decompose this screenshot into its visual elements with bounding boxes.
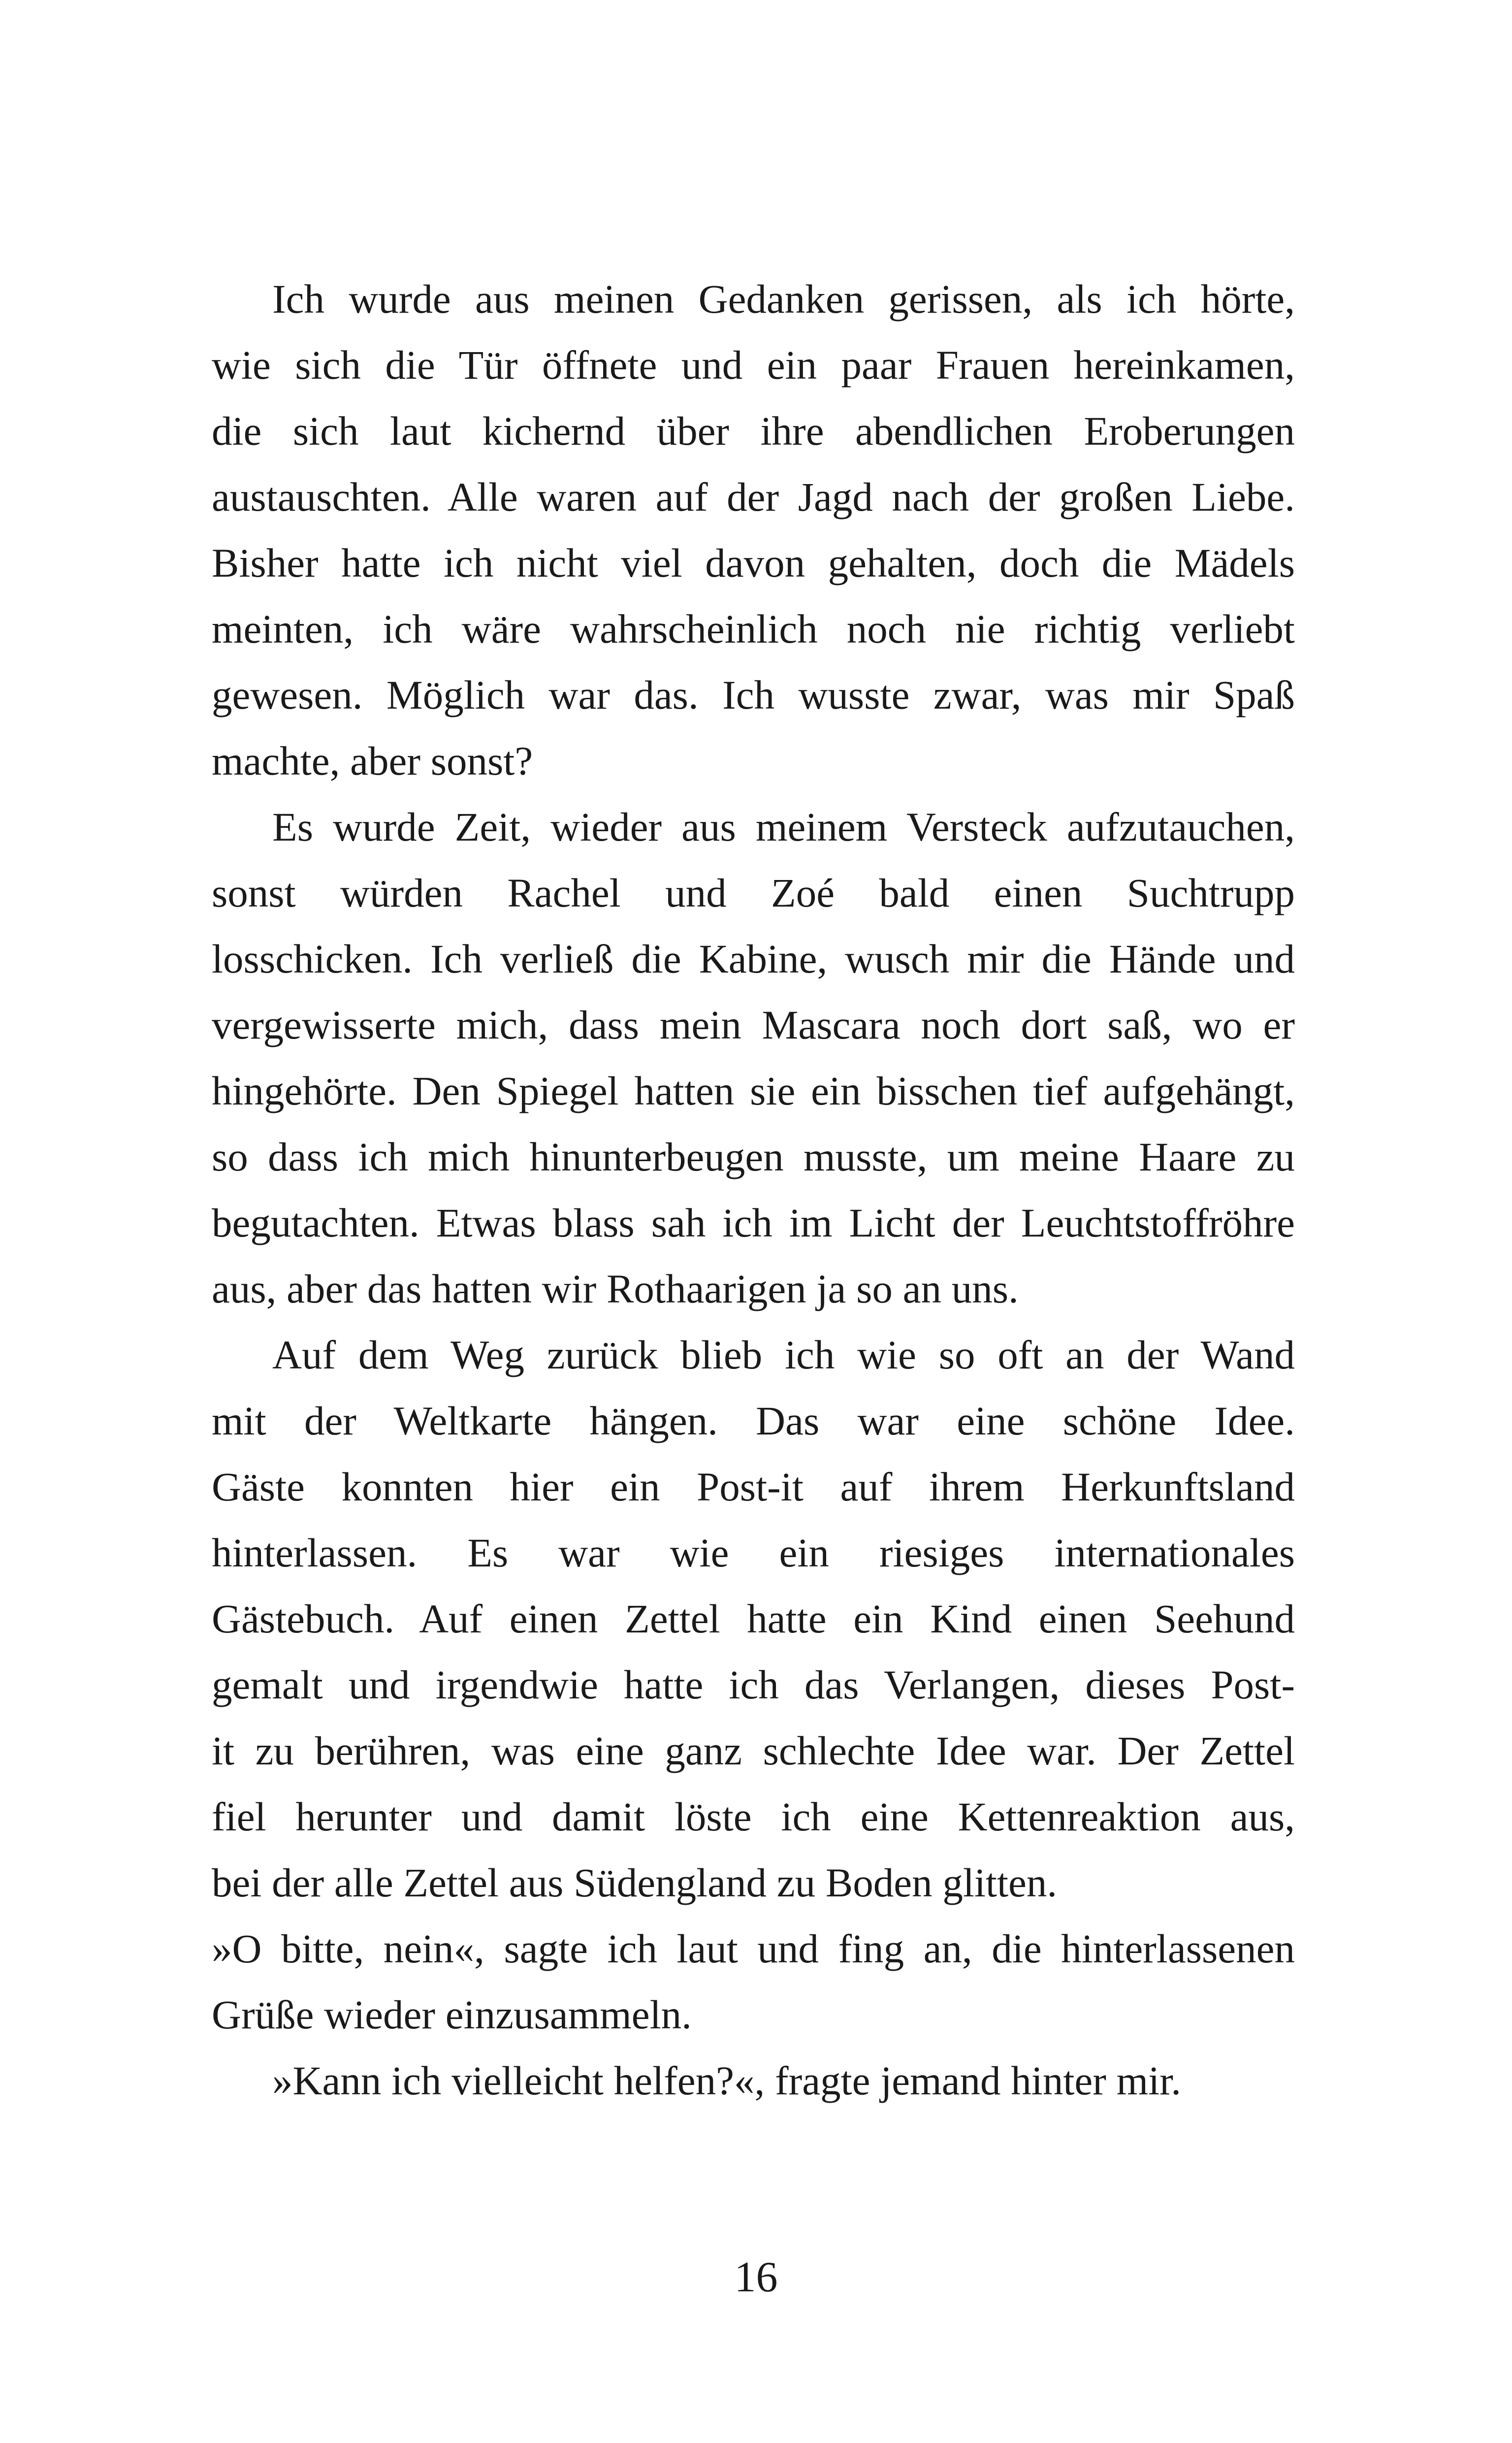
paragraph xyxy=(212,1916,1295,2048)
text-line: so dass ich mich hinunterbeugen musste, um meine Haare zu xyxy=(212,1134,1295,1179)
paragraph xyxy=(212,266,1295,794)
text-line: wie sich die Tür öffnete und ein paar Frauen hereinkamen, xyxy=(212,342,1295,388)
text-line: losschicken. Ich verließ die Kabine, wusch mir die Hände und xyxy=(212,936,1295,981)
text-line: sonst würden Rachel und Zoé bald einen Suchtrupp xyxy=(212,870,1295,915)
text-line: vergewisserte mich, dass mein Mascara noch dort saß, wo er xyxy=(212,1002,1295,1047)
text-line: meinten, ich wäre wahrscheinlich noch nie richtig verliebt xyxy=(212,606,1295,651)
paragraph xyxy=(212,2048,1295,2114)
text-line: bei der alle Zettel aus Südengland zu Boden glitten. xyxy=(212,1860,1058,1905)
body-text xyxy=(212,266,1295,2114)
text-line: aus, aber das hatten wir Rothaarigen ja so an uns. xyxy=(212,1266,1019,1311)
text-line: it zu berühren, was eine ganz schlechte Idee war. Der Zettel xyxy=(212,1728,1295,1773)
text-line: hinterlassen. Es war wie ein riesiges internationales xyxy=(212,1530,1295,1575)
text-line: fiel herunter und damit löste ich eine Kettenreaktion aus, xyxy=(212,1794,1295,1839)
text-line: begutachten. Etwas blass sah ich im Licht der Leuchtstoffröhre xyxy=(212,1200,1295,1245)
text-line: gewesen. Möglich war das. Ich wusste zwar, was mir Spaß xyxy=(212,672,1295,717)
text-line: Es wurde Zeit, wieder aus meinem Versteck aufzutauchen, xyxy=(272,804,1295,849)
text-line: Gästebuch. Auf einen Zettel hatte ein Kind einen Seehund xyxy=(212,1596,1295,1641)
paragraph xyxy=(212,794,1295,1322)
text-line: Grüße wieder einzusammeln. xyxy=(212,1992,692,2037)
text-line: Gäste konnten hier ein Post-it auf ihrem Herkunftsland xyxy=(212,1464,1295,1509)
page-number: 16 xyxy=(734,2253,778,2301)
text-line: die sich laut kichernd über ihre abendlichen Eroberungen xyxy=(212,408,1295,454)
text-line: Bisher hatte ich nicht viel davon gehalten, doch die Mädels xyxy=(212,540,1295,586)
text-line: hingehörte. Den Spiegel hatten sie ein bisschen tief aufgehängt, xyxy=(212,1068,1295,1113)
text-line: machte, aber sonst? xyxy=(212,738,533,783)
text-line: austauschten. Alle waren auf der Jagd nach der großen Liebe. xyxy=(212,474,1295,520)
text-line: Auf dem Weg zurück blieb ich wie so oft an der Wand xyxy=(272,1332,1295,1377)
text-line: mit der Weltkarte hängen. Das war eine schöne Idee. xyxy=(212,1398,1295,1443)
text-line: »O bitte, nein«, sagte ich laut und fing an, die hinterlassenen xyxy=(212,1926,1295,1971)
text-line: gemalt und irgendwie hatte ich das Verlangen, dieses Post- xyxy=(212,1662,1295,1707)
paragraph xyxy=(212,1322,1295,1916)
text-line: »Kann ich vielleicht helfen?«, fragte jemand hinter mir. xyxy=(272,2058,1182,2103)
text-line: Ich wurde aus meinen Gedanken gerissen, als ich hörte, xyxy=(272,276,1295,322)
